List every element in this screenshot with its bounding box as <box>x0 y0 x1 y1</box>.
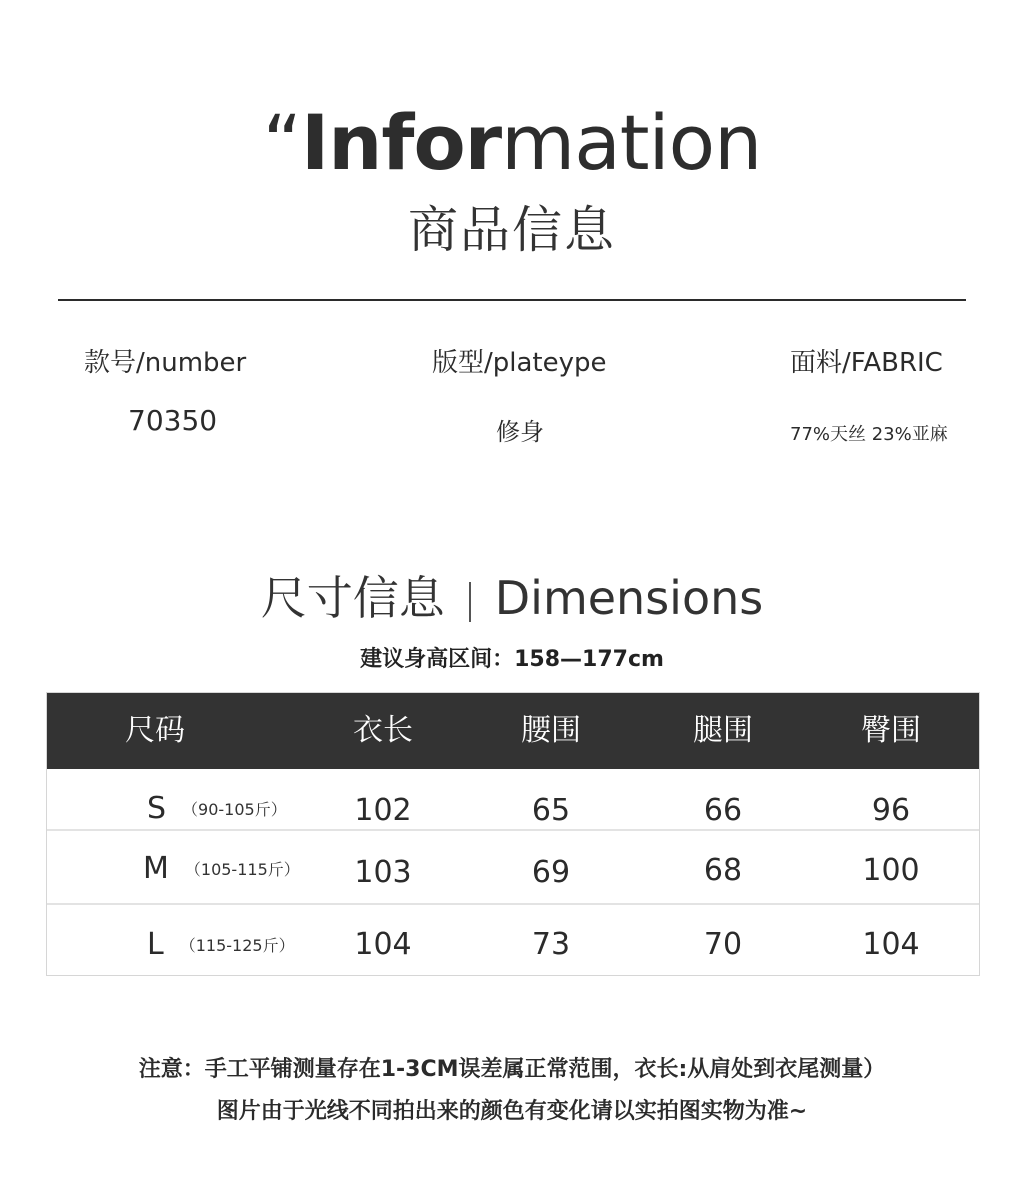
hip-cell: 96 <box>871 793 911 828</box>
dimensions-title-cn: 尺寸信息 <box>260 571 445 625</box>
number-label: 款号/number <box>84 348 247 378</box>
leg-cell: 70 <box>703 927 743 962</box>
size-cell <box>107 831 307 908</box>
waist-cell: 69 <box>531 855 571 890</box>
page-subtitle: 商品信息 <box>408 201 616 259</box>
size-letter: S <box>147 791 167 826</box>
length-cell: 102 <box>354 793 412 828</box>
waist-cell: 73 <box>531 927 571 962</box>
weight-range: （90-105斤） <box>182 799 287 819</box>
header-length: 衣长 <box>353 713 413 748</box>
dimensions-title <box>0 568 1024 628</box>
hip-cell: 100 <box>862 853 920 888</box>
height-range: 建议身高区间：158—177cm <box>360 647 664 672</box>
size-table <box>46 692 980 976</box>
plate-type-label: 版型/plateype <box>432 348 607 378</box>
header-hip: 臀围 <box>861 713 921 748</box>
title-separator <box>469 582 471 622</box>
table-row <box>47 905 979 977</box>
quote-mark: “ <box>262 98 302 187</box>
size-letter: L <box>147 927 164 962</box>
hip-cell: 104 <box>862 927 920 962</box>
weight-range: （115-125斤） <box>179 935 295 955</box>
size-cell <box>107 905 307 986</box>
size-letter: M <box>143 851 169 886</box>
length-cell: 103 <box>354 855 412 890</box>
note-line-2: 图片由于光线不同拍出来的颜色有变化请以实拍图实物为准~ <box>216 1099 808 1124</box>
table-header <box>47 693 979 769</box>
header-size: 尺码 <box>125 713 185 748</box>
number-value: 70350 <box>128 404 218 437</box>
length-cell: 104 <box>354 927 412 962</box>
page-title <box>0 98 1024 188</box>
header-waist: 腰围 <box>521 713 581 748</box>
table-row <box>47 831 979 905</box>
waist-cell: 65 <box>531 793 571 828</box>
leg-cell: 66 <box>703 793 743 828</box>
fabric-value: 77%天丝 23%亚麻 <box>790 424 948 445</box>
title-light-part: mation <box>501 98 762 187</box>
note-line-1: 注意：手工平铺测量存在1-3CM误差属正常范围，衣长:从肩处到衣尾测量） <box>138 1057 886 1082</box>
header-leg: 腿围 <box>693 713 753 748</box>
weight-range: （105-115斤） <box>184 859 300 879</box>
table-row <box>47 769 979 831</box>
plate-type-value: 修身 <box>496 418 544 446</box>
dimensions-title-en: Dimensions <box>494 571 764 625</box>
divider-line <box>58 299 966 301</box>
fabric-label: 面料/FABRIC <box>790 348 943 378</box>
title-bold-part: Infor <box>301 98 502 187</box>
leg-cell: 68 <box>703 853 743 888</box>
